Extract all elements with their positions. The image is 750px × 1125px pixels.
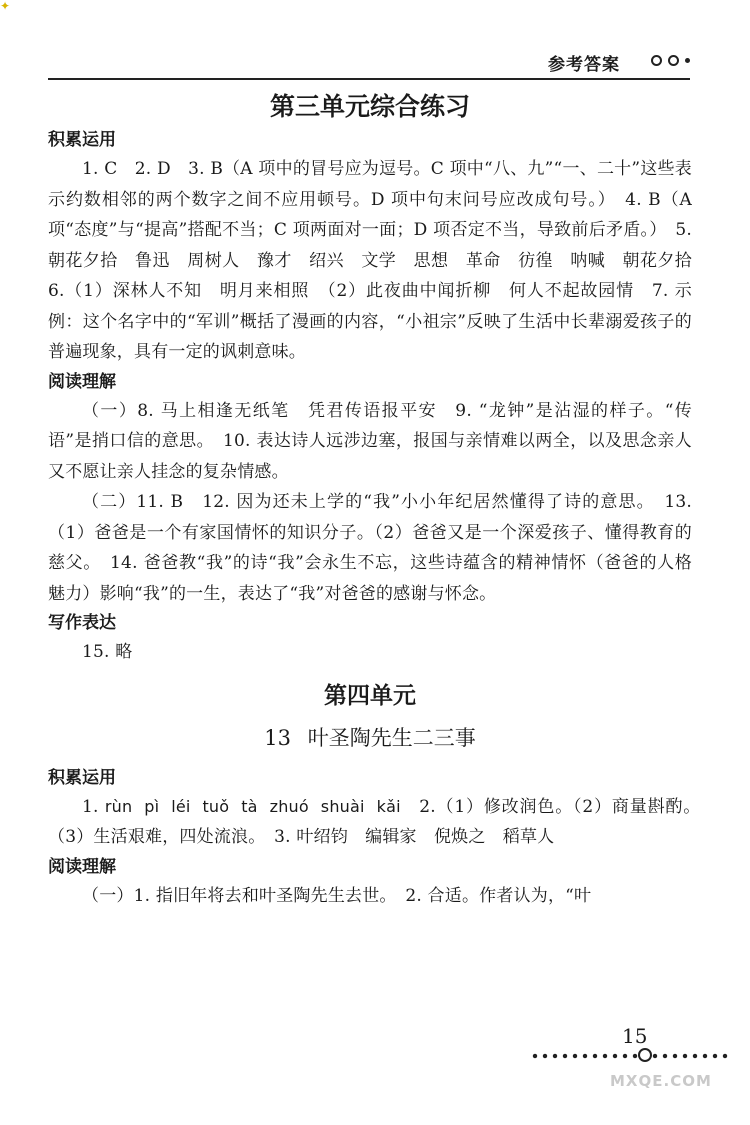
dotted-rule <box>530 1053 730 1059</box>
page-footer <box>510 1020 750 1080</box>
unit4-title: 第四单元 <box>324 682 416 709</box>
unit4-section-jilei: 积累运用 <box>48 767 116 788</box>
unit4-jilei-answers <box>48 792 710 853</box>
unit3-jilei-answers: 1. C 2. D 3. B（A 项中的冒号应为逗号。C 项中“八、九”“一、二十”这些表示约数相邻的两个数字之间不应用顿号。D 项中句末问号应改成句号。） 4. B（A 项“态度”与“提高”搭配不当；C 项两面对一面；D 项否定不当，导致前后矛盾。） 5. 朝花夕拾 鲁迅 周树人 豫才 绍兴 文学 思想 革命 彷徨 呐喊 朝花夕拾 6.（1）深林人不知 明月来相照 （2）此夜曲中闻折柳 何人不起故园情 7. 示例：这个名字中的“军训”概括了漫画的内容，“小祖宗”反映了生活中长辈溺爱孩子的普遍现象，具有一定的讽刺意味。 <box>48 159 710 362</box>
unit3-title: 第三单元综合练习 <box>269 92 470 121</box>
unit3-section-jilei: 积累运用 <box>48 130 116 150</box>
header-circles-icon <box>651 55 690 66</box>
watermark-text: MXQE.COM <box>610 1072 712 1090</box>
footer-ring-icon <box>638 1048 652 1062</box>
pinyin-answers: rùn pì léi tuǒ tà zhuó shuài kǎi <box>104 796 401 816</box>
unit3-xiezuo-answer: 15. 略 <box>82 642 133 662</box>
header-label: 参考答案 <box>548 55 620 75</box>
unit3-yuedu-part1: （一）8. 马上相逢无纸笔 凭君传语报平安 9. “龙钟”是沾湿的样子。“传语”是捎口信的意思。 10. 表达诗人远涉边塞，报国与亲情难以两全，以及思念亲人又不愿让亲人挂念的复杂情感。 <box>48 400 692 482</box>
unit3-section-xiezuo: 写作表达 <box>48 613 116 633</box>
unit3-yuedu-part2: （二）11. B 12. 因为还未上学的“我”小小年纪居然懂得了诗的意思。 13.（1）爸爸是一个有家国情怀的知识分子。（2）爸爸又是一个深爱孩子、懂得教育的慈父。 14. 爸爸教“我”的诗“我”会永生不忘，这些诗蕴含的精神情怀（爸爸的人格魅力）影响“我”的一生，表达了“我”对爸爸的感谢与怀念。 <box>48 492 692 604</box>
unit3-section-yuedu: 阅读理解 <box>48 371 116 392</box>
lesson-number: 13 <box>264 725 292 750</box>
lesson-title: 叶圣陶先生二三事 <box>307 725 476 750</box>
pinyin-label: 1. <box>82 796 99 817</box>
corner-mark-icon: ✦ <box>0 0 11 13</box>
page-content <box>48 88 710 911</box>
unit4-yuedu-part1: （一）1. 指旧年将去和叶圣陶先生去世。 2. 合适。作者认为，“叶 <box>82 885 592 906</box>
unit4-section-yuedu: 阅读理解 <box>48 856 116 877</box>
page-number: 15 <box>622 1024 648 1048</box>
page-header <box>48 40 690 80</box>
lesson-heading <box>48 716 692 760</box>
unit4-jilei-rest: 2.（1）修改润色。（2）商量斟酌。 （3）生活艰难，四处流浪。 3. 叶绍钧 编辑家 倪焕之 稻草人 <box>48 796 710 847</box>
